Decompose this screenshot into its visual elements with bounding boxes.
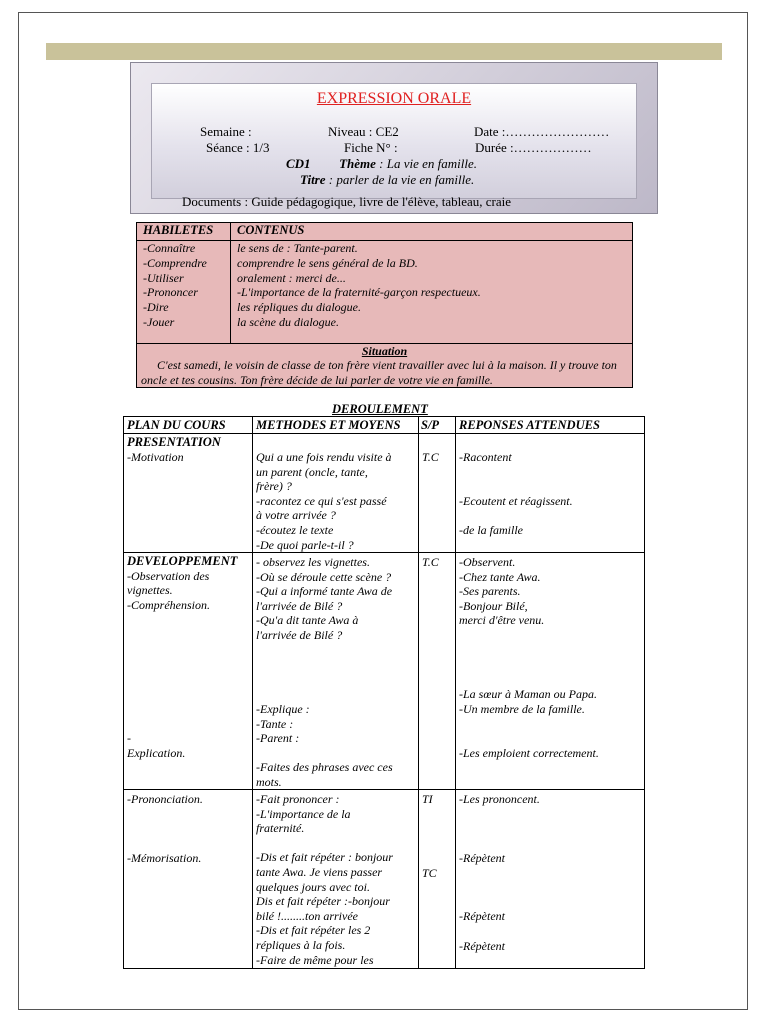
contenus-header: CONTENUS xyxy=(237,223,305,237)
skills-list xyxy=(143,241,207,330)
section-title: DEVELOPPEMENT xyxy=(127,554,238,568)
methode-line: -Dis et fait répéter : bonjour xyxy=(256,850,393,865)
methode-line: -racontez ce qui s'est passé xyxy=(256,493,387,508)
methode-line: -Tante : xyxy=(256,716,294,731)
methode-line: - observez les vignettes. xyxy=(256,555,370,569)
plan-dash: - xyxy=(127,731,131,745)
methode-line: -Faites des phrases avec ces xyxy=(256,760,393,775)
methode-line: -Qui a informé tante Awa de xyxy=(256,584,393,599)
plan-item: -Compréhension. xyxy=(127,597,210,612)
memorisation-sp: TC xyxy=(422,866,437,880)
methode-line: répliques à la fois. xyxy=(256,937,346,952)
situation-title: Situation xyxy=(361,344,408,358)
methode-line: un parent (oncle, tante, xyxy=(256,464,368,479)
content-item: les répliques du dialogue. xyxy=(237,300,361,315)
methode-line: -L'importance de la xyxy=(256,806,351,821)
row-divider xyxy=(124,433,644,434)
seance-label: Séance : 1/3 xyxy=(206,140,270,155)
duree-label: Durée :……………… xyxy=(475,140,592,155)
habiletes-table xyxy=(136,222,633,388)
column-divider xyxy=(455,417,456,968)
skill-item: -Prononcer xyxy=(143,285,198,300)
methode-line: -Dis et fait répéter les 2 xyxy=(256,923,371,938)
reponse-line: -Chez tante Awa. xyxy=(459,569,541,584)
methode-line: -écoutez le texte xyxy=(256,522,334,537)
memorisation-reponse: -Répètent xyxy=(459,909,505,923)
reponse-line: -Un membre de la famille. xyxy=(459,701,585,716)
header-methodes: METHODES ET MOYENS xyxy=(256,418,401,432)
situation-text: C'est samedi, le voisin de classe de ton frère vient travailler avec lui à la maison. Il y trouve ton oncle et tes cousins. Ton frère décide de lui parler de votre vie en famille. xyxy=(141,358,617,387)
methode-line: mots. xyxy=(256,774,282,789)
developpement-reponses xyxy=(459,555,544,628)
habiletes-header: HABILETES xyxy=(143,223,214,237)
plan-item: -Motivation xyxy=(127,449,184,464)
theme-label: Thème xyxy=(339,156,376,171)
skill-item: -Comprendre xyxy=(143,255,207,270)
reponse-line: -La sœur à Maman ou Papa. xyxy=(459,687,598,701)
reponse-line: -Ses parents. xyxy=(459,584,521,599)
content-item: la scène du dialogue. xyxy=(237,314,339,329)
deroulement-table xyxy=(123,416,645,969)
skill-item: -Utiliser xyxy=(143,270,184,285)
skill-item: -Jouer xyxy=(143,314,175,329)
developpement-sp: T.C xyxy=(422,555,439,569)
plan-item: -Observation des xyxy=(127,568,210,583)
content-item: -L'importance de la fraternité-garçon respectueux. xyxy=(237,285,481,300)
date-label: Date :…………………… xyxy=(474,124,610,139)
methode-line: l'arrivée de Bilé ? xyxy=(256,627,343,642)
content-item: comprendre le sens général de la BD. xyxy=(237,255,418,270)
developpement-methodes-explique xyxy=(256,702,393,790)
column-divider xyxy=(252,417,253,968)
methode-line: -Explique : xyxy=(256,702,310,716)
methode-line: -Parent : xyxy=(256,731,300,746)
header-plan-du-cours: PLAN DU COURS xyxy=(127,418,226,432)
methode-line: -Qu'a dit tante Awa à xyxy=(256,613,359,628)
column-divider xyxy=(418,417,419,968)
developpement-reponse-emploi: -Les emploient correctement. xyxy=(459,746,599,760)
niveau-label: Niveau : CE2 xyxy=(328,124,399,139)
methode-line: Dis et fait répéter :-bonjour xyxy=(256,894,390,909)
presentation-methodes xyxy=(256,450,392,552)
plan-item: vignettes. xyxy=(127,583,173,598)
page-title: EXPRESSION ORALE xyxy=(316,90,472,107)
methode-line: l'arrivée de Bilé ? xyxy=(256,598,343,613)
skill-item: -Dire xyxy=(143,300,169,315)
methode-line: quelques jours avec toi. xyxy=(256,879,370,894)
section-title: PRESENTATION xyxy=(127,435,221,449)
header-frame xyxy=(130,62,658,214)
column-divider xyxy=(230,223,231,343)
skill-item: -Connaître xyxy=(143,241,196,255)
presentation-plan xyxy=(127,435,221,464)
cd-label: CD1 xyxy=(286,156,311,171)
methode-line: -Faire de même pour les xyxy=(256,952,374,967)
methode-line: -Où se déroule cette scène ? xyxy=(256,569,392,584)
methode-line: Qui a une fois rendu visite à xyxy=(256,450,392,464)
reponse-line: merci d'être venu. xyxy=(459,613,545,628)
prononciation-sp: TI xyxy=(422,792,433,806)
titre-line xyxy=(300,172,474,188)
prononciation-methodes xyxy=(256,792,393,967)
clipped-line xyxy=(182,194,602,209)
memorisation-reponse: -Répètent xyxy=(459,939,505,953)
fiche-label: Fiche N° : xyxy=(344,140,398,155)
methode-line: bilé !........ton arrivée xyxy=(256,908,358,923)
developpement-methodes xyxy=(256,555,392,643)
presentation-reponse: -de la famille xyxy=(459,523,523,537)
methode-line: à votre arrivée ? xyxy=(256,508,336,523)
methode-line: tante Awa. Je viens passer xyxy=(256,864,383,879)
theme-value: : La vie en famille. xyxy=(375,156,477,171)
reponse-line: -Bonjour Bilé, xyxy=(459,598,528,613)
memorisation-plan: -Mémorisation. xyxy=(127,851,202,865)
methode-line: frère) ? xyxy=(256,479,292,494)
methode-line xyxy=(256,836,393,851)
methode-line: fraternité. xyxy=(256,821,305,836)
prononciation-reponse: -Les prononcent. xyxy=(459,792,540,806)
presentation-sp: T.C xyxy=(422,450,439,464)
developpement-reponses-explique xyxy=(459,687,597,716)
header-reponses: REPONSES ATTENDUES xyxy=(459,418,600,432)
prononciation-plan: -Prononciation. xyxy=(127,792,203,806)
contents-list xyxy=(237,241,481,330)
methode-line: -De quoi parle-t-il ? xyxy=(256,537,354,552)
content-item: oralement : merci de... xyxy=(237,270,346,285)
clipped-line-text: Documents : Guide pédagogique, livre de l'élève, tableau, craie xyxy=(182,194,512,209)
content-item: le sens de : Tante-parent. xyxy=(237,241,358,255)
plan-explication: Explication. xyxy=(127,746,186,760)
memorisation-reponse: -Répètent xyxy=(459,851,505,865)
titre-value: : parler de la vie en famille. xyxy=(325,172,475,187)
reponse-line: -Observent. xyxy=(459,555,516,569)
header-panel xyxy=(151,83,637,209)
semaine-label: Semaine : xyxy=(200,124,252,139)
theme-line xyxy=(286,156,477,172)
deroulement-title: DEROULEMENT xyxy=(332,402,428,416)
header-sp: S/P xyxy=(421,418,440,432)
top-decorative-band xyxy=(46,43,722,60)
methode-line xyxy=(256,746,393,761)
presentation-reponse: -Racontent xyxy=(459,450,512,464)
presentation-reponse: -Ecoutent et réagissent. xyxy=(459,494,573,508)
developpement-plan xyxy=(127,554,237,612)
methode-line: -Fait prononcer : xyxy=(256,792,340,806)
titre-label: Titre xyxy=(300,172,326,187)
